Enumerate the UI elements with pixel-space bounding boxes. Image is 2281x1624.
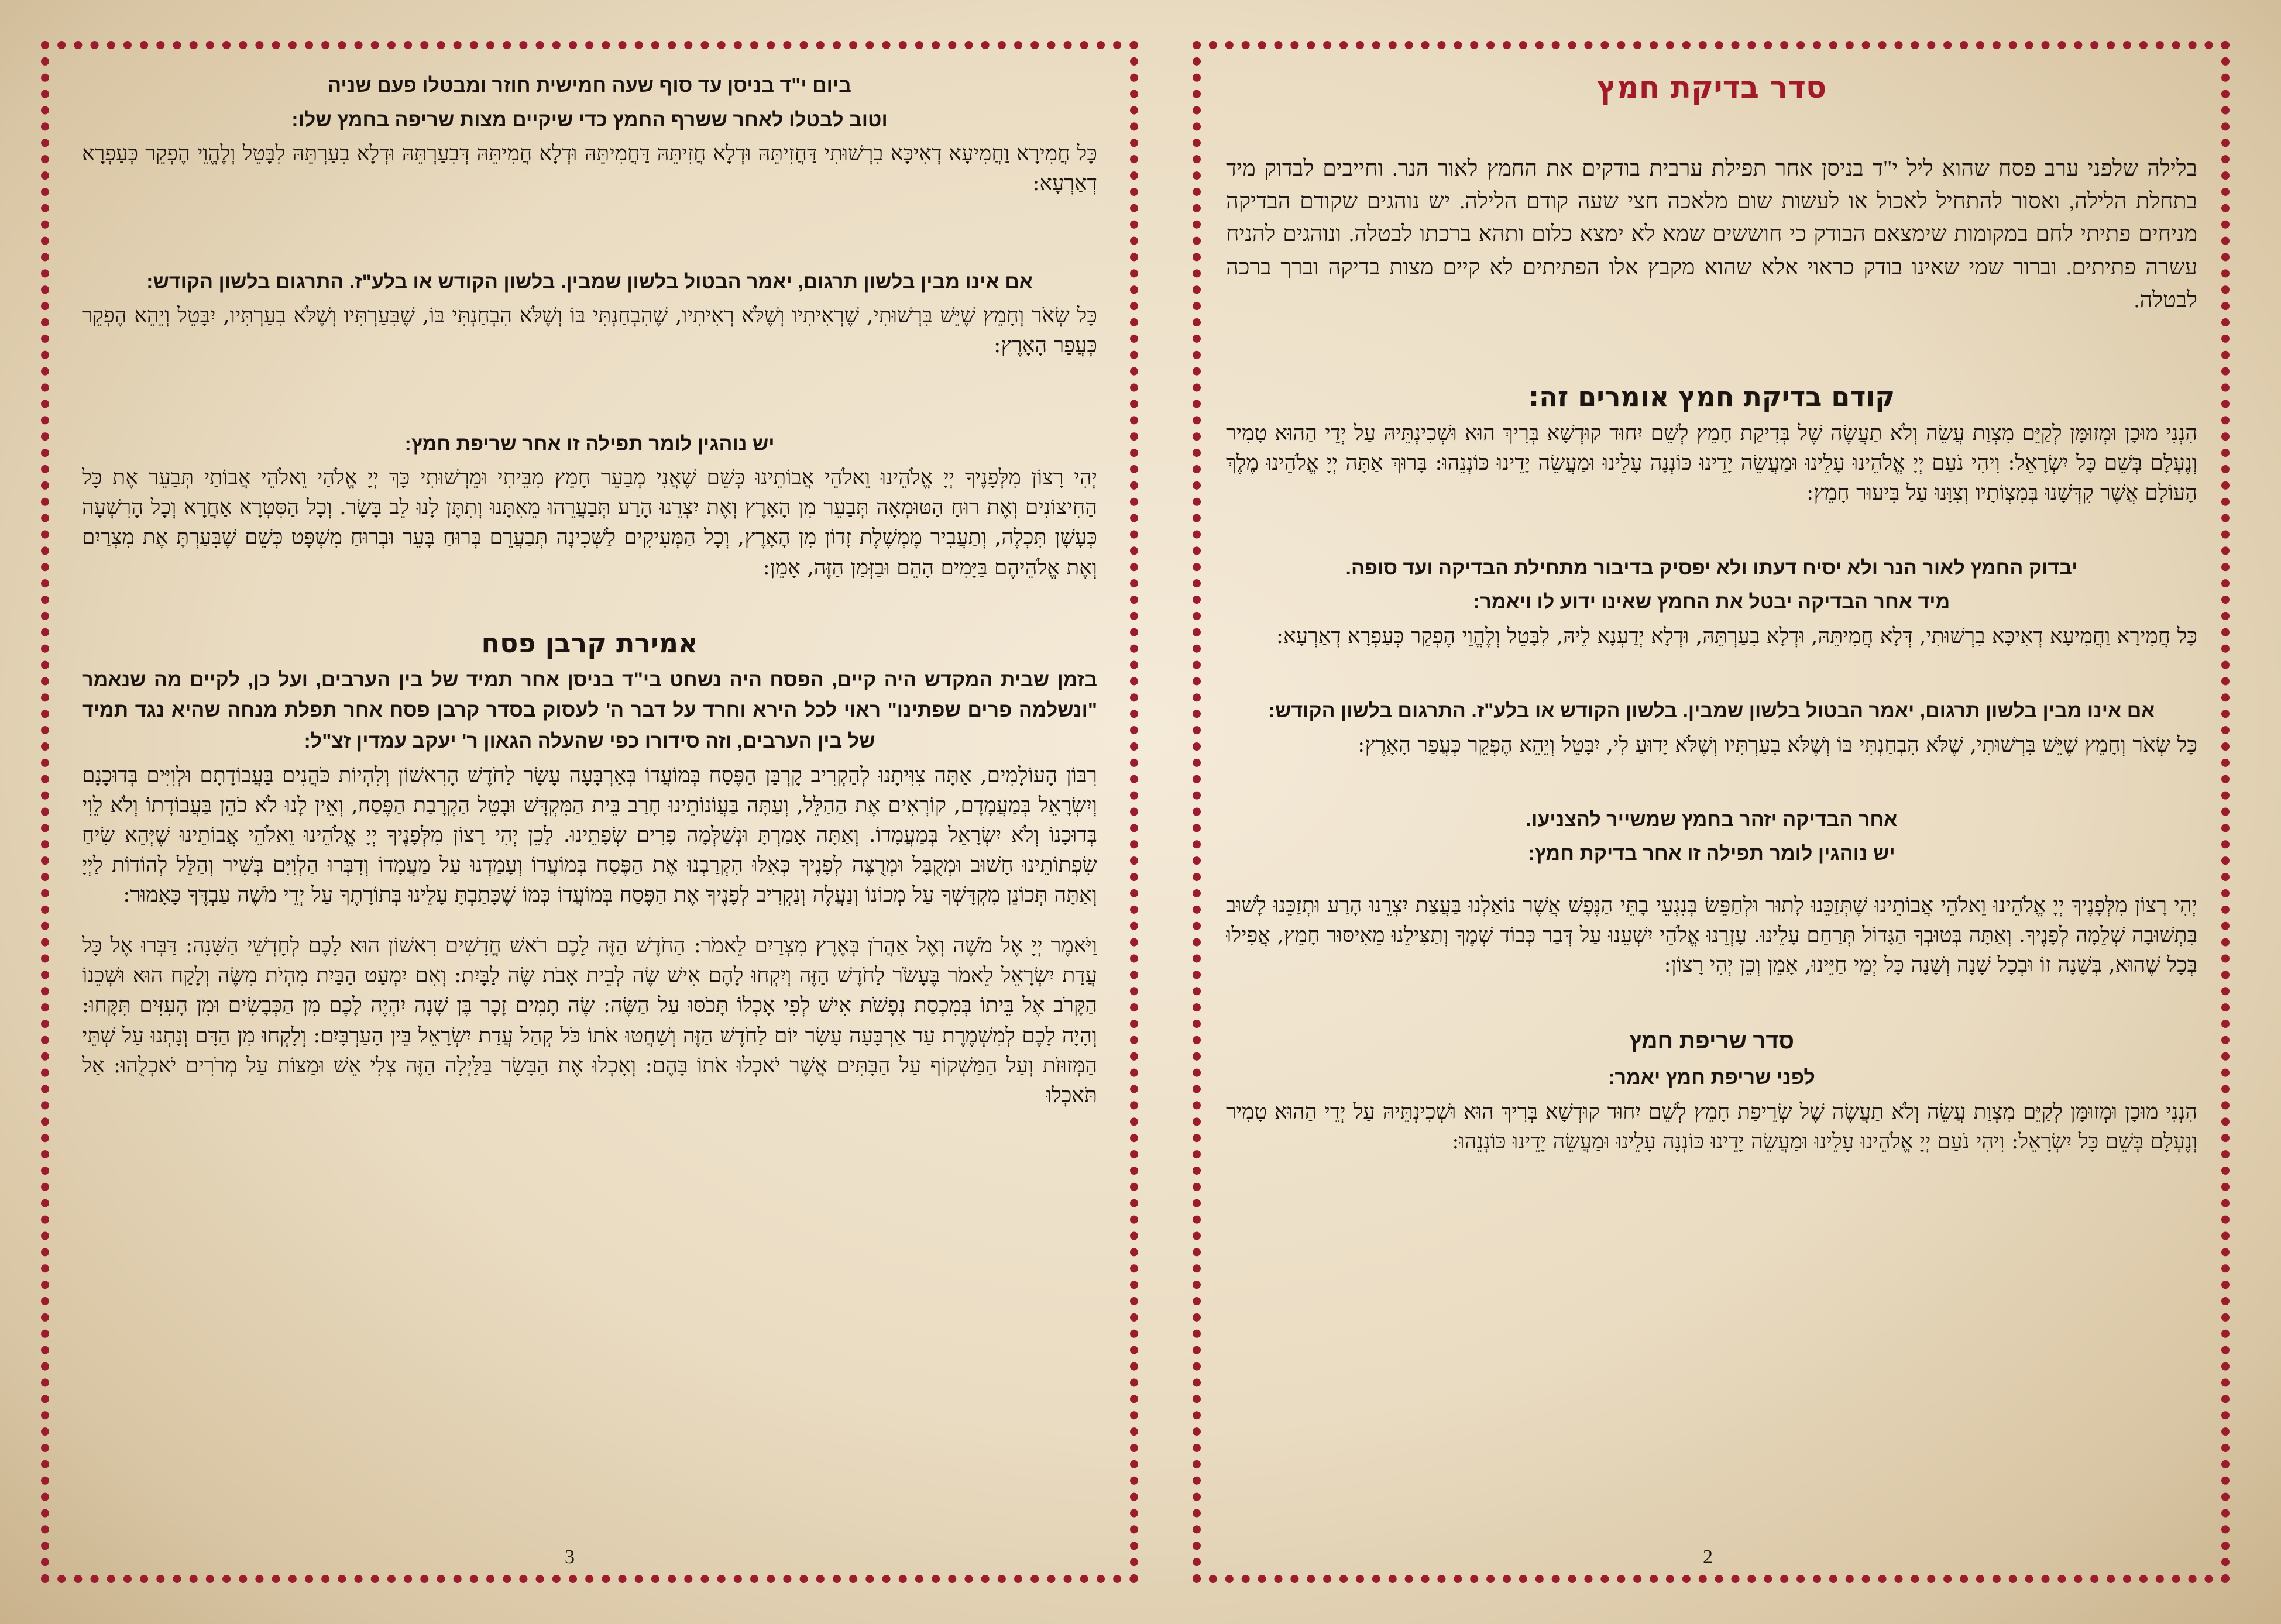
before-search-prayer: הִנְנִי מוּכָן וּמְזוּמָּן לְקַיֵּם מִצְוַת עֲשֵׂה וְלֹא תַעֲשֶׂה שֶׁל בְּדִיקַת חָמֵץ לְשֵׁם יִחוּד קוּדְשָׁא בְּרִיךְ הוּא וּשְׁכִינְתֵּיהּ עַל יְדֵי הַהוּא טָמִיר וְנֶעְלָם בְּשֵׁם כָּל יִשְׂרָאֵל: וִיהִי נֹעַם יְיָ אֱלֹהֵינוּ עָלֵינוּ וּמַעֲשֵׂה יָדֵינוּ כּוֹנְנָה עָלֵינוּ וּמַעֲשֵׂה יָדֵינוּ כּוֹנְנֵהוּ: בָּרוּךְ אַתָּה יְיָ אֱלֹהֵינוּ מֶלֶךְ הָעוֹלָם אֲשֶׁר קִדְּשָׁנוּ בְּמִצְוֹתָיו וְצִוָּנוּ עַל בִּיעוּר חָמֵץ: [1226, 421, 2197, 505]
search-instruction: יבדוק החמץ לאור הנר ולא יסיח דעתו ולא יפסיק בדיבור מתחילת הבדיקה ועד סופה. [1345, 556, 2078, 579]
page-number-left: 3 [565, 1546, 575, 1568]
after-burning-prayer: יְהִי רָצוֹן מִלְּפָנֶיךָ יְיָ אֱלֹהֵינוּ וֵאלֹהֵי אֲבוֹתֵינוּ כְּשֵׁם שֶׁאֲנִי מְבַעֵר חָמֵץ מִבֵּיתִי וּמֵרְשׁוּתִי כָּךְ יְיָ אֱלֹהַי וֵאלֹהֵי אֲבוֹתַי תְּבַעֵר אֶת כָּל הַחִיצוֹנִים וְאֶת רוּחַ הַטּוּמְאָה תְּבַעֵר מִן הָאָרֶץ וְאֶת יִצְרֵנוּ הָרַע תְּבַעֲרֵהוּ מֵאִתָּנוּ וְתִתֶּן לָנוּ לֵב בָּשָׂר. וְכָל הַסִּטְרָא אַחֲרָא וְכָל הָרִשְׁעָה כְּעָשָׁן תִּכְלֶה, וְתַעֲבִיר מֶמְשֶׁלֶת זָדוֹן מִן הָאָרֶץ, וְכָל הַמְּעִיקִים לַשְּׁכִינָה תְּבַעֲרֵם בְּרוּחַ בָּעֵר וּבְרוּחַ מִשְׁפָּט כְּשֵׁם שֶׁבִּעַרְתָּ אֶת מִצְרַיִם וְאֶת אֱלֹהֵיהֶם בַּיָּמִים הָהֵם וּבַזְּמַן הַזֶּה, אָמֵן: [82, 466, 1097, 580]
after-search-instruction: אחר הבדיקה יזהר בחמץ שמשייר להצניעו. [1526, 808, 1898, 831]
burning-prayer: הִנְנִי מוּכָן וּמְזוּמָּן לְקַיֵּם מִצְוַת עֲשֵׂה וְלֹא תַעֲשֶׂה שֶׁל שְׂרֵיפַת חָמֵץ לְשֵׁם יִחוּד קוּדְשָׁא בְּרִיךְ הוּא וּשְׁכִינְתֵּיהּ עַל יְדֵי הַהוּא טָמִיר וְנֶעְלָם בְּשֵׁם כָּל יִשְׂרָאֵל: וִיהִי נֹעַם יְיָ אֱלֹהֵינוּ עָלֵינוּ וּמַעֲשֵׂה יָדֵינוּ כּוֹנְנָה עָלֵינוּ וּמַעֲשֵׂה יָדֵינוּ כּוֹנְנֵהוּ: [1226, 1100, 2197, 1154]
burning-title: סדר שריפת חמץ [1629, 1029, 1795, 1054]
korban-pesach-title: אמירת קרבן פסח [481, 627, 698, 659]
intro-paragraph: בלילה שלפני ערב פסח שהוא ליל י"ד בניסן אחר תפילת ערבית בודקים את החמץ לאור הנר. וחייבים לבדוק מיד בתחלת הלילה, ואסור להתחיל לאכול או לעשות שום מלאכה חצי שעה קודם הלילה. יש נוהגים שקודם הבדיקה מניחים פתיתי לחם במקומות שימצאם הבודק כי חוששים שמא לא ימצא כלום ותהא ברכתו לבטלה. ונוהגים להניח עשרה פתיתים. וברור שמי שאינו בודק כראוי אלא שהוא מקבץ אלו הפתיתים לא קיים מצות בדיקה וברך ברכה לבטלה. [1226, 156, 2197, 312]
left-page [82, 70, 1097, 1548]
korban-pesach-verses: וַיֹּאמֶר יְיָ אֶל מֹשֶׁה וְאֶל אַהֲרֹן בְּאֶרֶץ מִצְרַיִם לֵאמֹר: הַחֹדֶשׁ הַזֶּה לָכֶם רֹאשׁ חֳדָשִׁים רִאשׁוֹן הוּא לָכֶם לְחָדְשֵׁי הַשָּׁנָה: דַּבְּרוּ אֶל כָּל עֲדַת יִשְׂרָאֵל לֵאמֹר בֶּעָשֹׂר לַחֹדֶשׁ הַזֶּה וְיִקְחוּ לָהֶם אִישׁ שֶׂה לְבֵית אָבֹת שֶׂה לַבָּיִת: וְאִם יִמְעַט הַבַּיִת מִהְיֹת מִשֶּׂה וְלָקַח הוּא וּשְׁכֵנוֹ הַקָּרֹב אֶל בֵּיתוֹ בְּמִכְסַת נְפָשֹׁת אִישׁ לְפִי אָכְלוֹ תָּכֹסּוּ עַל הַשֶּׂה: שֶׂה תָמִים זָכָר בֶּן שָׁנָה יִהְיֶה לָכֶם מִן הַכְּבָשִׂים וּמִן הָעִזִּים תִּקָּחוּ: וְהָיָה לָכֶם לְמִשְׁמֶרֶת עַד אַרְבָּעָה עָשָׂר יוֹם לַחֹדֶשׁ הַזֶּה וְשָׁחֲטוּ אֹתוֹ כֹּל קְהַל עֲדַת יִשְׂרָאֵל בֵּין הָעַרְבָּיִם: וְלָקְחוּ מִן הַדָּם וְנָתְנוּ עַל שְׁתֵּי הַמְּזוּזֹת וְעַל הַמַּשְׁקוֹף עַל הַבָּתִּים אֲשֶׁר יֹאכְלוּ אֹתוֹ בָּהֶם: וְאָכְלוּ אֶת הַבָּשָׂר בַּלַּיְלָה הַזֶּה צְלִי אֵשׁ וּמַצּוֹת עַל מְרֹרִים יֹאכְלֻהוּ: אַל תֹּאכְלוּ [82, 934, 1097, 1107]
after-burning-title: יש נוהגין לומר תפילה זו אחר שריפת חמץ: [404, 432, 775, 455]
burning-subtitle: לפני שריפת חמץ יאמר: [1608, 1066, 1815, 1089]
translation-note: אם אינו מבין בלשון תרגום, יאמר הבטול בלשון שמבין. בלשון הקודש או בלע"ז. התרגום בלשון הקודש: [146, 270, 1033, 293]
korban-pesach-prayer: רִבּוֹן הָעוֹלָמִים, אַתָּה צִוִּיתָנוּ לְהַקְרִיב קָרְבַּן הַפֶּסַח בְּמוֹעֲדוֹ בְּאַרְבָּעָה עָשָׂר לַחֹדֶשׁ הָרִאשׁוֹן וְלִהְיוֹת כֹּהֲנִים בַּעֲבוֹדָתָם וּלְוִיִּים בְּדוּכָנָם וְיִשְׂרָאֵל בְּמַעֲמָדָם, קוֹרְאִים אֶת הַהַלֵּל, וְעַתָּה בַּעֲוֹנוֹתֵינוּ חָרַב בֵּית הַמִּקְדָּשׁ וּבָטֵל הַקְרָבַת הַפֶּסַח, וְאֵין לָנוּ לֹא כֹהֵן בַּעֲבוֹדָתוֹ וְלֹא לֵוִי בְּדוּכָנוֹ וְלֹא יִשְׂרָאֵל בְּמַעֲמָדוֹ. וְאַתָּה אָמַרְתָּ וּנְשַׁלְּמָה פָרִים שְׂפָתֵינוּ. לָכֵן יְהִי רָצוֹן מִלְּפָנֶיךָ יְיָ אֱלֹהֵינוּ וֵאלֹהֵי אֲבוֹתֵינוּ שֶׁיְּהֵא שִׂיחַ שִׂפְתוֹתֵינוּ חָשׁוּב וּמְקֻבָּל וּמְרֻצֶּה לְפָנֶיךָ כְּאִלּוּ הִקְרַבְנוּ אֶת הַפֶּסַח בְּמוֹעֲדוֹ וְעָמַדְנוּ עַל מַעֲמָדוֹ וְדִבְּרוּ הַלְוִיִּם בְּשִׁיר וְהַלֵּל לְהוֹדוֹת לַיְיָ וְאַתָּה תְּכוֹנֵן מִקְדָּשְׁךָ עַל מְכוֹנוֹ וְנַעֲלֶה וְנַקְרִיב לְפָנֶיךָ אֶת הַפֶּסַח בְּמוֹעֲדוֹ כְּמוֹ שֶׁכָּתַבְתָּ עָלֵינוּ בְּתוֹרָתֶךָ עַל יְדֵי מֹשֶׁה עַבְדֶּךָ כָּאָמוּר: [82, 763, 1097, 907]
translation-text: כָּל שְׂאֹר וְחָמֵץ שֶׁיֵּשׁ בִּרְשׁוּתִי, שֶׁרְאִיתִיו וְשֶׁלֹּא רְאִיתִיו, שֶׁהִבְחַנְתִּי בּוֹ וְשֶׁלֹּא הִבְחַנְתִּי בּוֹ, שֶׁבִּעַרְתִּיו וְשֶׁלֹּא בִעַרְתִּיו, יִבָּטֵל וְיֵהֵא הֶפְקֵר כְּעֲפַר הָאָרֶץ: [82, 304, 1097, 358]
bitul-day-text: כָּל חֲמִירָא וַחֲמִיעָא דְאִיכָּא בִרְשׁוּתִי דַּחֲזִיתֵּהּ וּדְלָא חֲזִיתֵּהּ דַּחֲמִיתֵּהּ וּדְלָא חֲמִיתֵּהּ דְּבִעַרְתֵּהּ וּדְלָא בִעַרְתֵּהּ לִבָּטֵל וְלֶהֱוֵי הֶפְקֵר כְּעַפְרָא דְאַרְעָא: [82, 142, 1097, 196]
before-search-title: קודם בדיקת חמץ אומרים זה: [1528, 381, 1895, 413]
right-page [1226, 70, 2197, 1548]
after-search-prayer: יְהִי רָצוֹן מִלְּפָנֶיךָ יְיָ אֱלֹהֵינוּ וֵאלֹהֵי אֲבוֹתֵינוּ שֶׁתְּזַכֵּנוּ לָתוּר וּלְחַפֵּשׂ בְּנִגְעֵי בָתֵּי הַנֶּפֶשׁ אֲשֶׁר נוֹאַלְנוּ בַּעֲצַת יִצְרֵנוּ הָרַע וּתְזַכֵּנוּ לָשׁוּב בִּתְשׁוּבָה שְׁלֵמָה לְפָנֶיךָ. וְאַתָּה בְּטוּבְךָ הַגָּדוֹל תְּרַחֵם עָלֵינוּ. עָזְרֵנוּ אֱלֹהֵי יִשְׁעֵנוּ עַל דְּבַר כְּבוֹד שְׁמֶךָ וְתַצִּילֵנוּ מֵאִיסּוּר חָמֵץ, אֲפִילוּ בְּכָל שֶׁהוּא, בְּשָׁנָה זוֹ וּבְכָל שָׁנָה וְשָׁנָה כָּל יְמֵי חַיֵּינוּ, אָמֵן וְכֵן יְהִי רָצוֹן: [1226, 893, 2197, 978]
korban-pesach-instruction: בזמן שבית המקדש היה קיים, הפסח היה נשחט בי"ד בניסן אחר תמיד של בין הערבים, ועל כן, לקיים מה שנאמר "ונשלמה פרים שפתינו" ראוי לכל הירא וחרד על דבר ה' לעסוק בסדר קרבן פסח אחר תפלת מנחה שהיא נגד תמיד של בין הערבים, וזה סידורו כפי שהעלה הגאון ר' יעקב עמדין זצ"ל: [82, 668, 1097, 752]
bitul-instruction: מיד אחר הבדיקה יבטל את החמץ שאינו ידוע לו ויאמר: [1473, 591, 1950, 614]
bitul-night-text: כָּל חֲמִירָא וַחֲמִיעָא דְאִיכָּא בִרְשׁוּתִי, דְּלָא חֲמִיתֵּהּ, וּדְלָא בִעַרְתֵּהּ, וּדְלָא יְדַעְנָא לֵיהּ, לִבָּטֵל וְלֶהֱוֵי הֶפְקֵר כְּעַפְרָא דְאַרְעָא: [1276, 624, 2197, 648]
bitul-day-title: ביום י"ד בניסן עד סוף שעה חמישית חוזר ומבטלו פעם שניה [328, 74, 851, 97]
translation-note: אם אינו מבין בלשון תרגום, יאמר הבטול בלשון שמבין. בלשון הקודש או בלע"ז. התרגום בלשון הקודש: [1268, 699, 2155, 722]
page-title: סדר בדיקת חמץ [1596, 70, 1827, 105]
translation-text: כָּל שְׂאֹר וְחָמֵץ שֶׁיֵּשׁ בִּרְשׁוּתִי, שֶׁלֹּא הִבְחַנְתִּי בּוֹ וְשֶׁלֹּא בִעַרְתִּיו וְשֶׁלֹּא יָדוּעַ לִי, יִבָּטֵל וְיֵהֵא הֶפְקֵר כְּעֲפַר הָאָרֶץ: [1358, 732, 2197, 757]
bitul-day-subtitle: וטוב לבטלו לאחר ששרף החמץ כדי שיקיים מצות שריפה בחמץ שלו: [291, 108, 888, 131]
page-number-right: 2 [1703, 1546, 1713, 1568]
after-search-custom: יש נוהגין לומר תפילה זו אחר בדיקת חמץ: [1528, 842, 1895, 865]
